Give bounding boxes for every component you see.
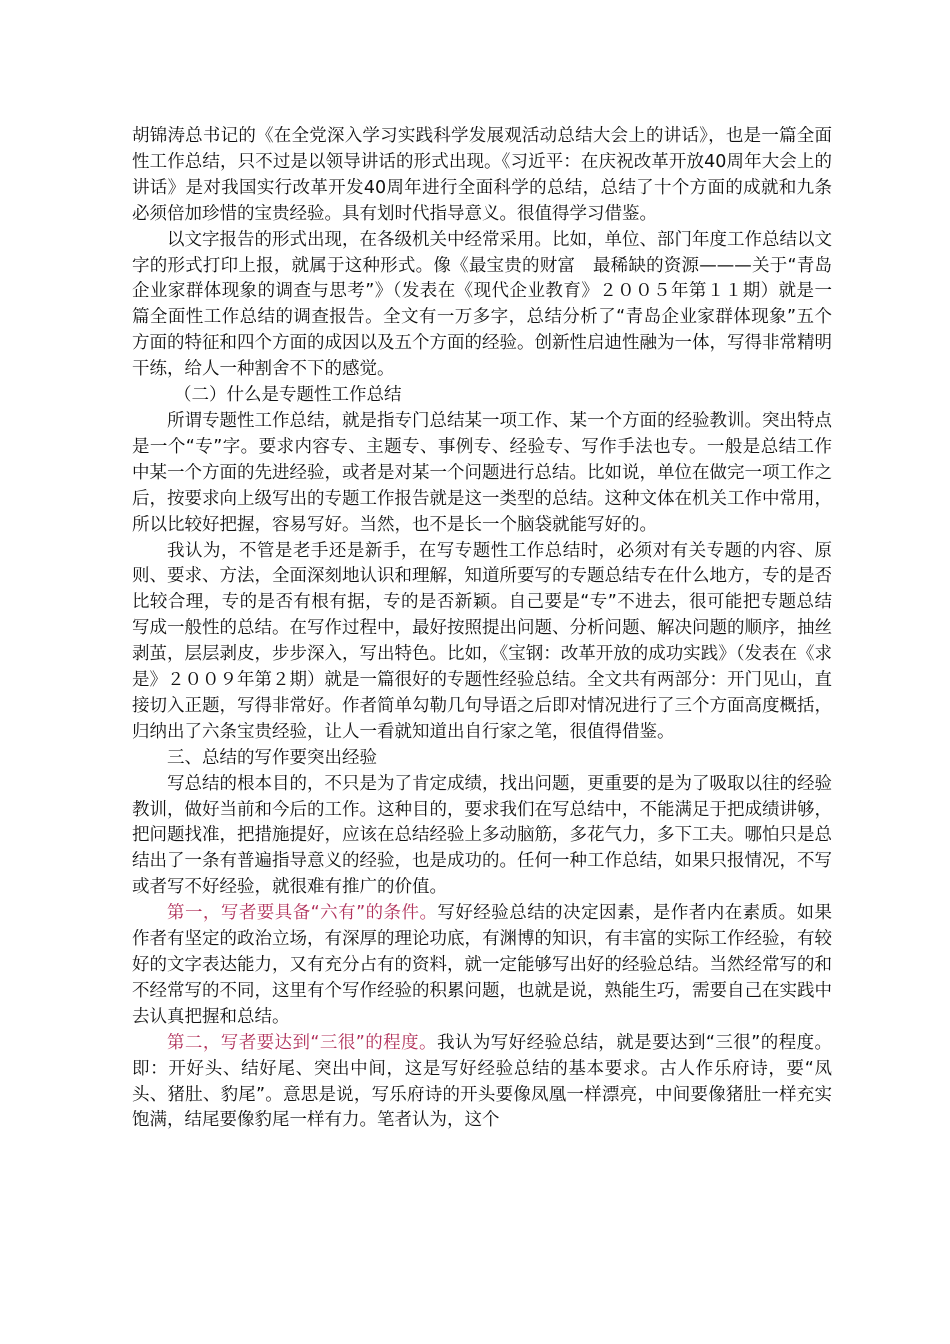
highlight-point-1: 第一，写者要具备“六有”的条件。 (167, 903, 438, 924)
document-page (132, 124, 832, 1134)
paragraph-2: 以文字报告的形式出现，在各级机关中经常采用。比如，单位、部门年度工作总结以文字的形式打印上报，就属于这种形式。像《最宝贵的财富 最稀缺的资源———关于“青岛企业家群体现象的调查与思考”》（发表在《现代企业教育》２００５年第１１期）就是一篇全面性工作总结的调查报告。全文有一万多字，总结分析了“青岛企业家群体现象”五个方面的特征和四个方面的成因以及五个方面的经验。创新性启迪性融为一体，写得非常精明干练，给人一种割舍不下的感觉。 (132, 229, 832, 380)
paragraph-7-text: 我认为写好经验总结，就是要达到“三很”的程度。即：开好头、结好尾、突出中间，这是写好经验总结的基本要求。古人作乐府诗，要“凤头、猪肚、豹尾”。意思是说，写乐府诗的开头要像凤凰一样漂亮，中间要像猪肚一样充实饱满，结尾要像豹尾一样有力。笔者认为，这个 (132, 1032, 832, 1131)
paragraph-6 (132, 901, 832, 1031)
paragraph-5: 写总结的根本目的，不只是为了肯定成绩，找出问题，更重要的是为了吸取以往的经验教训，做好当前和今后的工作。这种目的，要求我们在写总结中，不能满足于把成绩讲够，把问题找准，把措施提好，应该在总结经验上多动脑筋，多花气力，多下工夫。哪怕只是总结出了一条有普遍指导意义的经验，也是成功的。任何一种工作总结，如果只报情况，不写或者写不好经验，就很难有推广的价值。 (132, 773, 832, 898)
paragraph-6-text: 写好经验总结的决定因素，是作者内在素质。如果作者有坚定的政治立场，有深厚的理论功底，有渊博的知识，有丰富的实际工作经验，有较好的文字表达能力，又有充分占有的资料，就一定能够写出好的经验总结。当然经常写的和不经常写的不同，这里有个写作经验的积累问题，也就是说，熟能生巧，需要自己在实践中去认真把握和总结。 (132, 903, 832, 1027)
section-heading-2: （二）什么是专题性工作总结 (174, 385, 402, 406)
paragraph-4: 我认为，不管是老手还是新手，在写专题性工作总结时，必须对有关专题的内容、原则、要求、方法，全面深刻地认识和理解，知道所要写的专题总结专在什么地方，专的是否比较合理，专的是否有根有据，专的是否新颖。自己要是“专”不进去，很可能把专题总结写成一般性的总结。在写作过程中，最好按照提出问题、分析问题、解决问题的顺序，抽丝剥茧，层层剥皮，步步深入，写出特色。比如，《宝钢：改革开放的成功实践》（发表在《求是》２００９年第２期）就是一篇很好的专题性经验总结。全文共有两部分：开门见山，直接切入正题，写得非常好。作者简单勾勒几句导语之后即对情况进行了三个方面高度概括，归纳出了六条宝贵经验，让人一看就知道出自行家之笔，很值得借鉴。 (132, 540, 832, 742)
section-heading-3: 三、总结的写作要突出经验 (167, 747, 377, 768)
paragraph-1: 胡锦涛总书记的《在全党深入学习实践科学发展观活动总结大会上的讲话》，也是一篇全面性工作总结，只不过是以领导讲话的形式出现。《习近平：在庆祝改革开放40周年大会上的讲话》是对我国实行改革开发40周年进行全面科学的总结，总结了十个方面的成就和九条必须倍加珍惜的宝贵经验。具有划时代指导意义。很值得学习借鉴。 (132, 126, 832, 224)
highlight-point-2: 第二，写者要达到“三很”的程度。 (167, 1032, 437, 1053)
paragraph-3: 所谓专题性工作总结，就是指专门总结某一项工作、某一个方面的经验教训。突出特点是一个“专”字。要求内容专、主题专、事例专、经验专、写作手法也专。一般是总结工作中某一个方面的先进经验，或者是对某一个问题进行总结。比如说，单位在做完一项工作之后，按要求向上级写出的专题工作报告就是这一类型的总结。这种文体在机关工作中常用，所以比较好把握，容易写好。当然，也不是长一个脑袋就能写好的。 (132, 410, 832, 535)
paragraph-7 (132, 1031, 832, 1135)
